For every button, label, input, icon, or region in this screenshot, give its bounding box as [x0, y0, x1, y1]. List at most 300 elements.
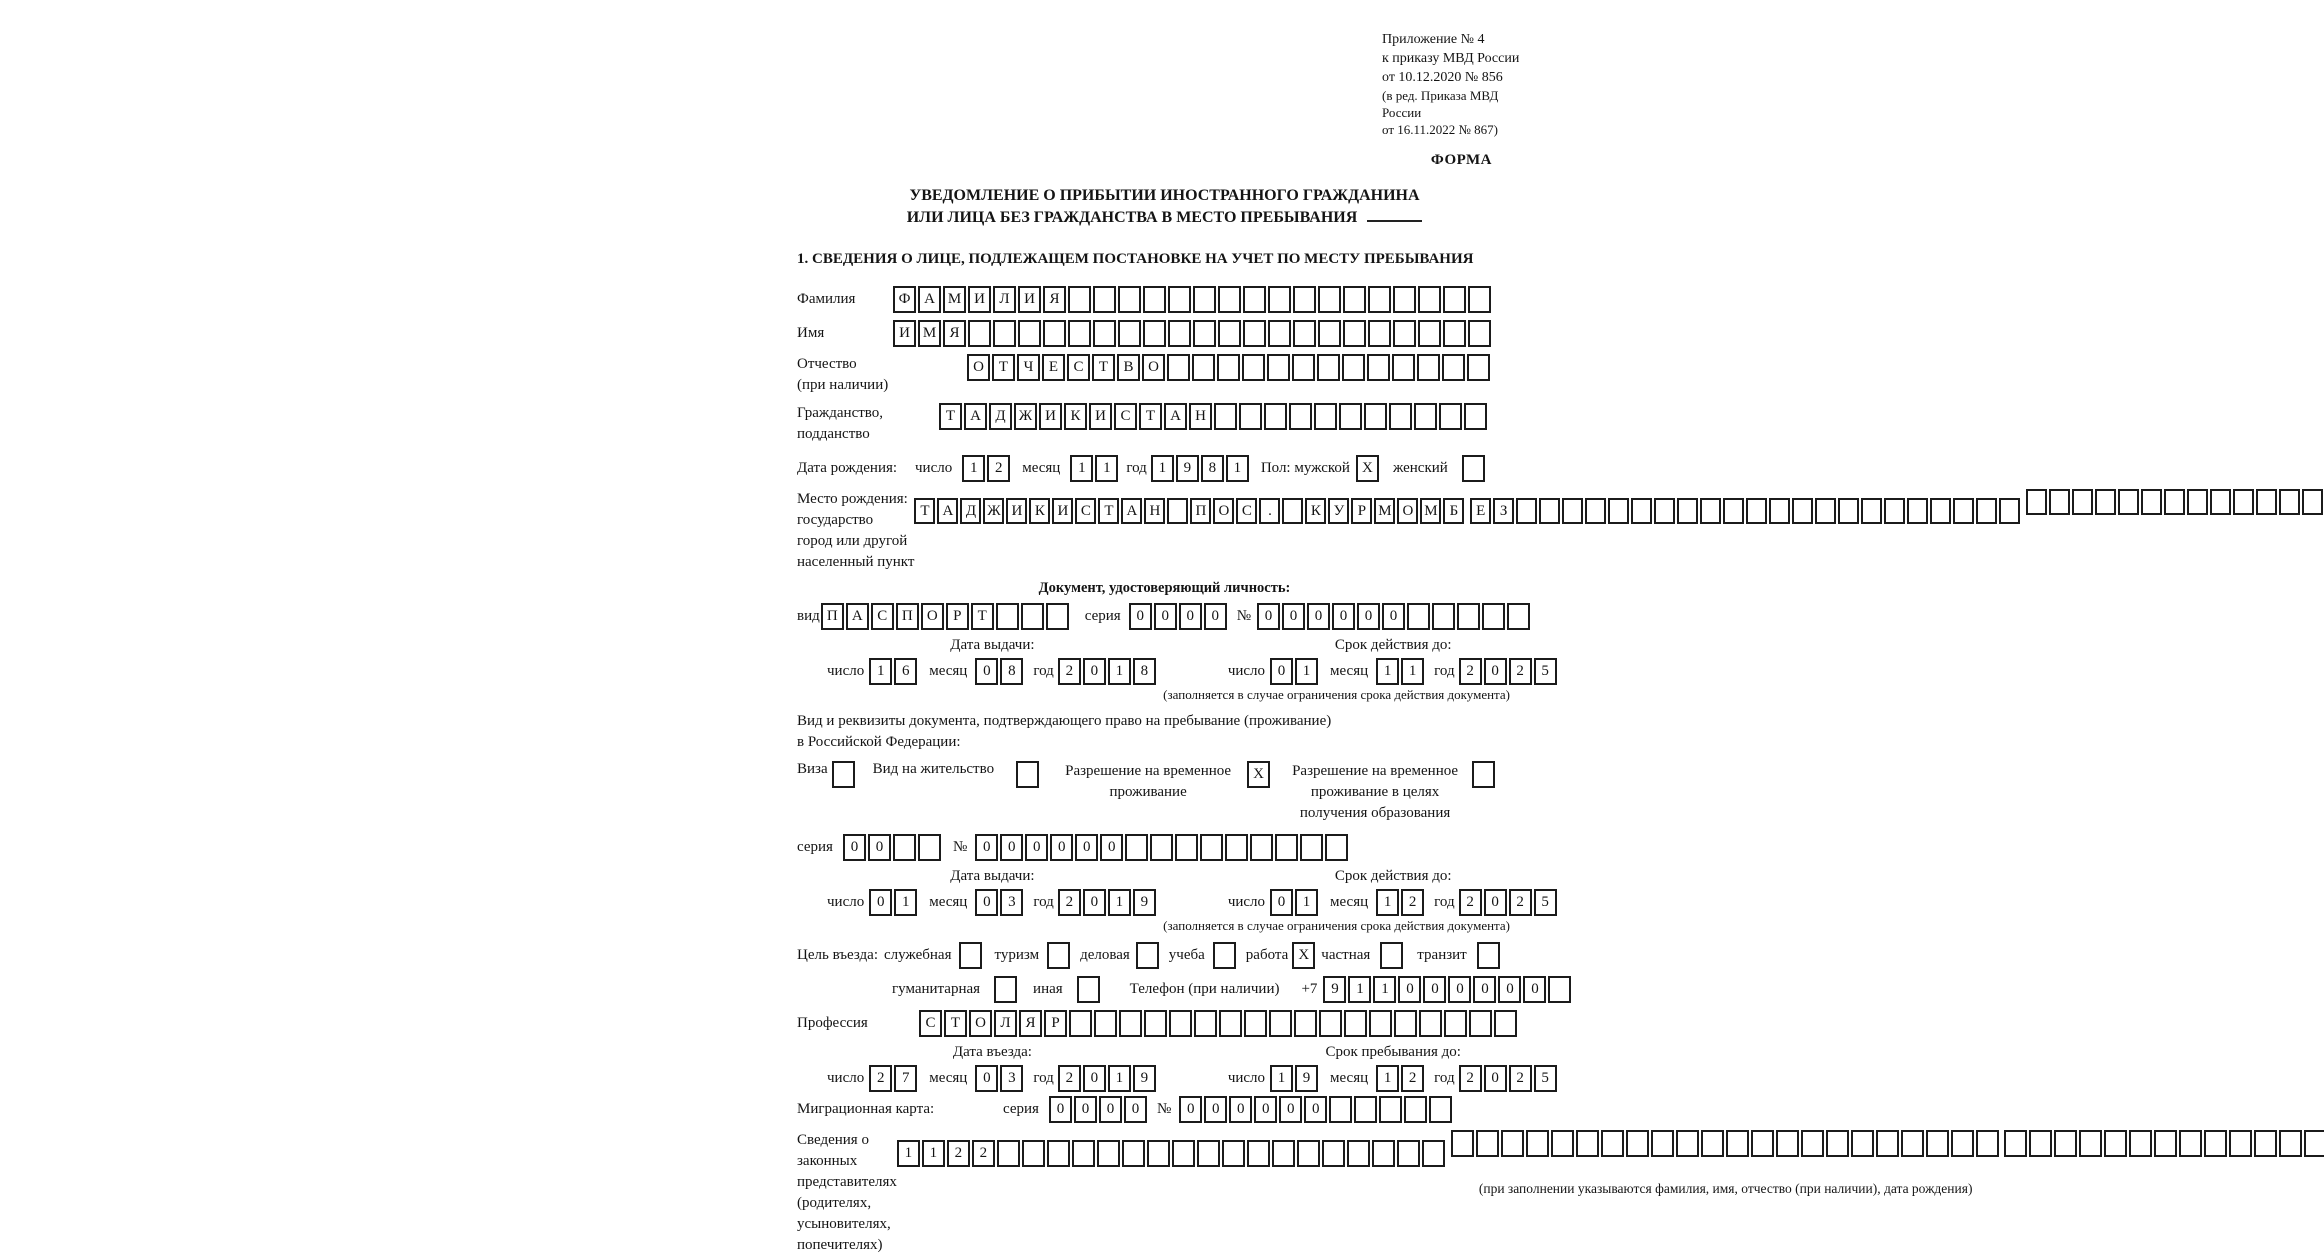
char-cell[interactable] — [1300, 834, 1323, 861]
char-cell[interactable]: 2 — [1058, 658, 1081, 685]
sex-female-checkbox[interactable] — [1462, 455, 1487, 482]
char-cell[interactable]: П — [821, 603, 844, 630]
char-cell[interactable] — [2210, 489, 2231, 515]
char-cell[interactable] — [1150, 834, 1173, 861]
char-cell[interactable] — [1494, 1010, 1517, 1037]
char-cell[interactable] — [1147, 1140, 1170, 1167]
char-cell[interactable] — [2118, 489, 2139, 515]
permit-issue-day-cells[interactable] — [869, 889, 919, 916]
char-cell[interactable]: 0 — [1473, 976, 1496, 1003]
char-cell[interactable]: И — [968, 286, 991, 313]
char-cell[interactable] — [918, 834, 941, 861]
char-cell[interactable] — [1477, 942, 1500, 969]
char-cell[interactable]: 2 — [987, 455, 1010, 482]
char-cell[interactable] — [1476, 1130, 1499, 1157]
char-cell[interactable]: 3 — [1000, 1065, 1023, 1092]
char-cell[interactable] — [1118, 320, 1141, 347]
patronymic-cells[interactable] — [967, 354, 1492, 381]
char-cell[interactable]: 9 — [1323, 976, 1346, 1003]
char-cell[interactable]: 0 — [1304, 1096, 1327, 1123]
char-cell[interactable]: А — [964, 403, 987, 430]
purpose-opt-checkbox[interactable] — [1213, 942, 1238, 969]
char-cell[interactable]: 2 — [1509, 1065, 1532, 1092]
char-cell[interactable] — [1218, 320, 1241, 347]
char-cell[interactable]: П — [896, 603, 919, 630]
char-cell[interactable] — [997, 1140, 1020, 1167]
char-cell[interactable]: 0 — [1398, 976, 1421, 1003]
char-cell[interactable] — [1414, 403, 1437, 430]
char-cell[interactable] — [1293, 320, 1316, 347]
char-cell[interactable] — [1443, 286, 1466, 313]
char-cell[interactable]: Р — [946, 603, 969, 630]
char-cell[interactable] — [1093, 320, 1116, 347]
char-cell[interactable]: 2 — [947, 1140, 970, 1167]
char-cell[interactable]: О — [921, 603, 944, 630]
char-cell[interactable] — [1468, 286, 1491, 313]
char-cell[interactable] — [1268, 320, 1291, 347]
char-cell[interactable] — [1319, 1010, 1342, 1037]
char-cell[interactable]: Т — [914, 498, 935, 524]
char-cell[interactable] — [2164, 489, 2185, 515]
char-cell[interactable]: Р — [1351, 498, 1372, 524]
char-cell[interactable] — [1654, 498, 1675, 524]
char-cell[interactable] — [1815, 498, 1836, 524]
char-cell[interactable]: 0 — [1229, 1096, 1252, 1123]
char-cell[interactable]: 2 — [1459, 1065, 1482, 1092]
char-cell[interactable] — [1419, 1010, 1442, 1037]
char-cell[interactable]: 1 — [1376, 889, 1399, 916]
edu-permit-checkbox[interactable] — [1472, 761, 1497, 788]
char-cell[interactable]: И — [1052, 498, 1073, 524]
char-cell[interactable] — [1143, 320, 1166, 347]
char-cell[interactable] — [1451, 1130, 1474, 1157]
char-cell[interactable]: С — [1114, 403, 1137, 430]
char-cell[interactable] — [2026, 489, 2047, 515]
char-cell[interactable] — [1143, 286, 1166, 313]
char-cell[interactable]: 0 — [1423, 976, 1446, 1003]
char-cell[interactable]: С — [871, 603, 894, 630]
char-cell[interactable] — [2279, 1130, 2302, 1157]
char-cell[interactable] — [994, 976, 1017, 1003]
char-cell[interactable] — [1314, 403, 1337, 430]
char-cell[interactable]: С — [1236, 498, 1257, 524]
char-cell[interactable] — [1726, 1130, 1749, 1157]
char-cell[interactable] — [1861, 498, 1882, 524]
char-cell[interactable] — [1838, 498, 1859, 524]
entry-year-cells[interactable] — [1058, 1065, 1158, 1092]
char-cell[interactable] — [1551, 1130, 1574, 1157]
permit-valid-year-cells[interactable] — [1459, 889, 1559, 916]
char-cell[interactable]: 2 — [1401, 889, 1424, 916]
identity-valid-day-cells[interactable] — [1270, 658, 1320, 685]
char-cell[interactable]: Т — [992, 354, 1015, 381]
char-cell[interactable] — [1175, 834, 1198, 861]
char-cell[interactable] — [1354, 1096, 1377, 1123]
char-cell[interactable] — [1676, 1130, 1699, 1157]
char-cell[interactable] — [2233, 489, 2254, 515]
char-cell[interactable]: 0 — [1448, 976, 1471, 1003]
char-cell[interactable] — [1999, 498, 2020, 524]
char-cell[interactable] — [1601, 1130, 1624, 1157]
char-cell[interactable]: И — [1018, 286, 1041, 313]
purpose-opt-checkbox[interactable] — [959, 942, 984, 969]
char-cell[interactable] — [1043, 320, 1066, 347]
char-cell[interactable]: 1 — [894, 889, 917, 916]
char-cell[interactable] — [1200, 834, 1223, 861]
char-cell[interactable] — [1250, 834, 1273, 861]
char-cell[interactable]: 9 — [1295, 1065, 1318, 1092]
citizenship-cells[interactable] — [939, 403, 1489, 430]
char-cell[interactable] — [1723, 498, 1744, 524]
char-cell[interactable] — [1677, 498, 1698, 524]
char-cell[interactable] — [1507, 603, 1530, 630]
surname-cells[interactable] — [893, 286, 1493, 313]
char-cell[interactable]: 0 — [1307, 603, 1330, 630]
char-cell[interactable]: Я — [1019, 1010, 1042, 1037]
char-cell[interactable]: Т — [939, 403, 962, 430]
char-cell[interactable] — [1342, 354, 1365, 381]
char-cell[interactable] — [2141, 489, 2162, 515]
char-cell[interactable] — [1247, 1140, 1270, 1167]
char-cell[interactable]: Р — [1044, 1010, 1067, 1037]
char-cell[interactable] — [1244, 1010, 1267, 1037]
char-cell[interactable]: И — [893, 320, 916, 347]
char-cell[interactable]: Т — [1092, 354, 1115, 381]
char-cell[interactable] — [968, 320, 991, 347]
char-cell[interactable]: 0 — [1484, 658, 1507, 685]
char-cell[interactable] — [1442, 354, 1465, 381]
char-cell[interactable] — [1776, 1130, 1799, 1157]
char-cell[interactable] — [1394, 1010, 1417, 1037]
char-cell[interactable]: 9 — [1176, 455, 1199, 482]
char-cell[interactable] — [1213, 942, 1236, 969]
char-cell[interactable]: 2 — [869, 1065, 892, 1092]
char-cell[interactable] — [1169, 1010, 1192, 1037]
char-cell[interactable]: Ч — [1017, 354, 1040, 381]
char-cell[interactable]: З — [1493, 498, 1514, 524]
doc-number-cells[interactable] — [1257, 603, 1532, 630]
char-cell[interactable] — [1608, 498, 1629, 524]
char-cell[interactable] — [993, 320, 1016, 347]
char-cell[interactable] — [1243, 286, 1266, 313]
char-cell[interactable] — [832, 761, 855, 788]
char-cell[interactable]: X — [1292, 942, 1315, 969]
char-cell[interactable]: Е — [1470, 498, 1491, 524]
char-cell[interactable] — [1016, 761, 1039, 788]
char-cell[interactable]: Ж — [983, 498, 1004, 524]
char-cell[interactable]: 1 — [1373, 976, 1396, 1003]
char-cell[interactable] — [1125, 834, 1148, 861]
char-cell[interactable]: 0 — [1099, 1096, 1122, 1123]
char-cell[interactable]: А — [937, 498, 958, 524]
char-cell[interactable] — [1069, 1010, 1092, 1037]
char-cell[interactable] — [2254, 1130, 2277, 1157]
char-cell[interactable] — [2004, 1130, 2027, 1157]
purpose-opt-checkbox[interactable] — [1380, 942, 1405, 969]
char-cell[interactable] — [2054, 1130, 2077, 1157]
firstname-cells[interactable] — [893, 320, 1493, 347]
char-cell[interactable]: 2 — [1459, 889, 1482, 916]
char-cell[interactable] — [1225, 834, 1248, 861]
char-cell[interactable]: 0 — [1050, 834, 1073, 861]
char-cell[interactable] — [1631, 498, 1652, 524]
birthdate-day-cells[interactable] — [962, 455, 1012, 482]
char-cell[interactable] — [2095, 489, 2116, 515]
char-cell[interactable] — [1144, 1010, 1167, 1037]
char-cell[interactable] — [1275, 834, 1298, 861]
char-cell[interactable] — [1576, 1130, 1599, 1157]
char-cell[interactable]: С — [919, 1010, 942, 1037]
char-cell[interactable]: И — [1089, 403, 1112, 430]
char-cell[interactable] — [1468, 320, 1491, 347]
char-cell[interactable] — [2204, 1130, 2227, 1157]
stay-month-cells[interactable] — [1376, 1065, 1426, 1092]
char-cell[interactable]: 0 — [1074, 1096, 1097, 1123]
char-cell[interactable]: 0 — [1254, 1096, 1277, 1123]
char-cell[interactable] — [1379, 1096, 1402, 1123]
char-cell[interactable] — [1097, 1140, 1120, 1167]
char-cell[interactable] — [1364, 403, 1387, 430]
char-cell[interactable]: 0 — [1179, 603, 1202, 630]
birthplace-cells-row2[interactable] — [1470, 498, 2022, 524]
entry-day-cells[interactable] — [869, 1065, 919, 1092]
char-cell[interactable]: 0 — [1382, 603, 1405, 630]
char-cell[interactable] — [1272, 1140, 1295, 1167]
char-cell[interactable]: 3 — [1000, 889, 1023, 916]
char-cell[interactable] — [1469, 1010, 1492, 1037]
char-cell[interactable] — [1444, 1010, 1467, 1037]
char-cell[interactable]: 1 — [1376, 658, 1399, 685]
char-cell[interactable]: А — [1121, 498, 1142, 524]
char-cell[interactable] — [1347, 1140, 1370, 1167]
phone-cells[interactable] — [1323, 976, 1573, 1003]
char-cell[interactable] — [1392, 354, 1415, 381]
char-cell[interactable]: 0 — [1025, 834, 1048, 861]
char-cell[interactable] — [1951, 1130, 1974, 1157]
char-cell[interactable] — [1192, 354, 1215, 381]
birthdate-year-cells[interactable] — [1151, 455, 1251, 482]
char-cell[interactable] — [2029, 1130, 2052, 1157]
char-cell[interactable] — [1367, 354, 1390, 381]
char-cell[interactable] — [2072, 489, 2093, 515]
char-cell[interactable] — [1467, 354, 1490, 381]
char-cell[interactable]: 1 — [1295, 658, 1318, 685]
char-cell[interactable]: 1 — [1108, 1065, 1131, 1092]
char-cell[interactable] — [1264, 403, 1287, 430]
permit-valid-day-cells[interactable] — [1270, 889, 1320, 916]
char-cell[interactable]: 1 — [869, 658, 892, 685]
identity-issue-day-cells[interactable] — [869, 658, 919, 685]
char-cell[interactable]: А — [1164, 403, 1187, 430]
char-cell[interactable] — [2304, 1130, 2324, 1157]
char-cell[interactable]: 0 — [843, 834, 866, 861]
char-cell[interactable] — [1268, 286, 1291, 313]
char-cell[interactable] — [1047, 1140, 1070, 1167]
migration-series-cells[interactable] — [1049, 1096, 1149, 1123]
char-cell[interactable]: 0 — [1100, 834, 1123, 861]
char-cell[interactable]: Л — [993, 286, 1016, 313]
char-cell[interactable] — [1018, 320, 1041, 347]
char-cell[interactable] — [1393, 320, 1416, 347]
char-cell[interactable] — [1432, 603, 1455, 630]
char-cell[interactable] — [1792, 498, 1813, 524]
char-cell[interactable] — [1926, 1130, 1949, 1157]
char-cell[interactable] — [1329, 1096, 1352, 1123]
birthdate-month-cells[interactable] — [1070, 455, 1120, 482]
char-cell[interactable]: Т — [944, 1010, 967, 1037]
char-cell[interactable]: 0 — [869, 889, 892, 916]
char-cell[interactable]: 1 — [1376, 1065, 1399, 1092]
char-cell[interactable]: К — [1064, 403, 1087, 430]
char-cell[interactable]: 5 — [1534, 889, 1557, 916]
char-cell[interactable]: 0 — [1129, 603, 1152, 630]
char-cell[interactable]: 0 — [975, 658, 998, 685]
char-cell[interactable] — [1294, 1010, 1317, 1037]
char-cell[interactable] — [1168, 286, 1191, 313]
char-cell[interactable] — [1746, 498, 1767, 524]
temp-permit-checkbox[interactable] — [1247, 761, 1272, 788]
char-cell[interactable] — [1526, 1130, 1549, 1157]
char-cell[interactable] — [1322, 1140, 1345, 1167]
char-cell[interactable]: А — [918, 286, 941, 313]
char-cell[interactable] — [1769, 498, 1790, 524]
char-cell[interactable] — [1439, 403, 1462, 430]
char-cell[interactable] — [2229, 1130, 2252, 1157]
char-cell[interactable] — [1626, 1130, 1649, 1157]
char-cell[interactable] — [1651, 1130, 1674, 1157]
char-cell[interactable] — [1293, 286, 1316, 313]
char-cell[interactable]: 2 — [972, 1140, 995, 1167]
char-cell[interactable]: Т — [1098, 498, 1119, 524]
char-cell[interactable] — [1093, 286, 1116, 313]
char-cell[interactable]: 2 — [1509, 658, 1532, 685]
char-cell[interactable]: Н — [1189, 403, 1212, 430]
char-cell[interactable]: 1 — [1226, 455, 1249, 482]
char-cell[interactable] — [2049, 489, 2070, 515]
char-cell[interactable]: 0 — [1257, 603, 1280, 630]
char-cell[interactable]: М — [918, 320, 941, 347]
char-cell[interactable] — [2179, 1130, 2202, 1157]
char-cell[interactable] — [959, 942, 982, 969]
char-cell[interactable] — [1267, 354, 1290, 381]
char-cell[interactable]: Ж — [1014, 403, 1037, 430]
char-cell[interactable]: А — [846, 603, 869, 630]
char-cell[interactable]: Е — [1042, 354, 1065, 381]
char-cell[interactable] — [1901, 1130, 1924, 1157]
char-cell[interactable]: 2 — [1509, 889, 1532, 916]
char-cell[interactable] — [1068, 320, 1091, 347]
char-cell[interactable] — [1457, 603, 1480, 630]
char-cell[interactable] — [1243, 320, 1266, 347]
char-cell[interactable]: 9 — [1133, 1065, 1156, 1092]
char-cell[interactable] — [1801, 1130, 1824, 1157]
char-cell[interactable]: 0 — [1179, 1096, 1202, 1123]
char-cell[interactable] — [2187, 489, 2208, 515]
char-cell[interactable]: 1 — [1348, 976, 1371, 1003]
char-cell[interactable] — [1218, 286, 1241, 313]
char-cell[interactable]: Л — [994, 1010, 1017, 1037]
char-cell[interactable]: К — [1029, 498, 1050, 524]
char-cell[interactable] — [1369, 1010, 1392, 1037]
char-cell[interactable]: 0 — [1270, 658, 1293, 685]
profession-cells[interactable] — [919, 1010, 1519, 1037]
sex-male-checkbox[interactable] — [1356, 455, 1381, 482]
char-cell[interactable]: 2 — [1459, 658, 1482, 685]
char-cell[interactable]: 0 — [1484, 889, 1507, 916]
char-cell[interactable] — [1197, 1140, 1220, 1167]
char-cell[interactable] — [1046, 603, 1069, 630]
char-cell[interactable]: 1 — [1095, 455, 1118, 482]
char-cell[interactable]: 0 — [1204, 603, 1227, 630]
char-cell[interactable]: М — [943, 286, 966, 313]
char-cell[interactable]: 1 — [1070, 455, 1093, 482]
char-cell[interactable] — [1953, 498, 1974, 524]
char-cell[interactable]: С — [1075, 498, 1096, 524]
char-cell[interactable] — [1418, 320, 1441, 347]
char-cell[interactable] — [1418, 286, 1441, 313]
permit-valid-month-cells[interactable] — [1376, 889, 1426, 916]
char-cell[interactable]: 1 — [1151, 455, 1174, 482]
char-cell[interactable] — [1343, 286, 1366, 313]
char-cell[interactable]: 0 — [1204, 1096, 1227, 1123]
char-cell[interactable]: 2 — [1058, 1065, 1081, 1092]
char-cell[interactable] — [1751, 1130, 1774, 1157]
char-cell[interactable]: У — [1328, 498, 1349, 524]
char-cell[interactable] — [1193, 286, 1216, 313]
permit-issue-month-cells[interactable] — [975, 889, 1025, 916]
visa-checkbox[interactable] — [832, 761, 857, 788]
char-cell[interactable]: 1 — [1108, 658, 1131, 685]
char-cell[interactable]: 1 — [1401, 658, 1424, 685]
char-cell[interactable]: И — [1006, 498, 1027, 524]
char-cell[interactable]: 1 — [897, 1140, 920, 1167]
identity-valid-month-cells[interactable] — [1376, 658, 1426, 685]
birthplace-cells-row3[interactable] — [2026, 489, 2324, 515]
char-cell[interactable] — [1136, 942, 1159, 969]
char-cell[interactable]: Д — [989, 403, 1012, 430]
char-cell[interactable]: X — [1356, 455, 1379, 482]
char-cell[interactable]: 1 — [1270, 1065, 1293, 1092]
purpose-opt-checkbox[interactable] — [1477, 942, 1502, 969]
char-cell[interactable] — [1292, 354, 1315, 381]
char-cell[interactable]: 5 — [1534, 658, 1557, 685]
char-cell[interactable]: О — [967, 354, 990, 381]
char-cell[interactable] — [1193, 320, 1216, 347]
char-cell[interactable] — [1372, 1140, 1395, 1167]
char-cell[interactable] — [1562, 498, 1583, 524]
char-cell[interactable]: 0 — [1075, 834, 1098, 861]
char-cell[interactable] — [1318, 320, 1341, 347]
char-cell[interactable] — [1094, 1010, 1117, 1037]
char-cell[interactable] — [1344, 1010, 1367, 1037]
char-cell[interactable]: Т — [1139, 403, 1162, 430]
char-cell[interactable] — [2129, 1130, 2152, 1157]
char-cell[interactable] — [1318, 286, 1341, 313]
char-cell[interactable] — [1167, 354, 1190, 381]
char-cell[interactable] — [1072, 1140, 1095, 1167]
char-cell[interactable]: 0 — [1357, 603, 1380, 630]
char-cell[interactable]: . — [1259, 498, 1280, 524]
char-cell[interactable] — [2279, 489, 2300, 515]
char-cell[interactable] — [1501, 1130, 1524, 1157]
char-cell[interactable] — [1701, 1130, 1724, 1157]
char-cell[interactable]: 2 — [1058, 889, 1081, 916]
permit-issue-year-cells[interactable] — [1058, 889, 1158, 916]
char-cell[interactable] — [1368, 286, 1391, 313]
char-cell[interactable] — [1077, 976, 1100, 1003]
char-cell[interactable]: 0 — [1332, 603, 1355, 630]
representatives-cells-row3[interactable] — [2004, 1130, 2324, 1157]
